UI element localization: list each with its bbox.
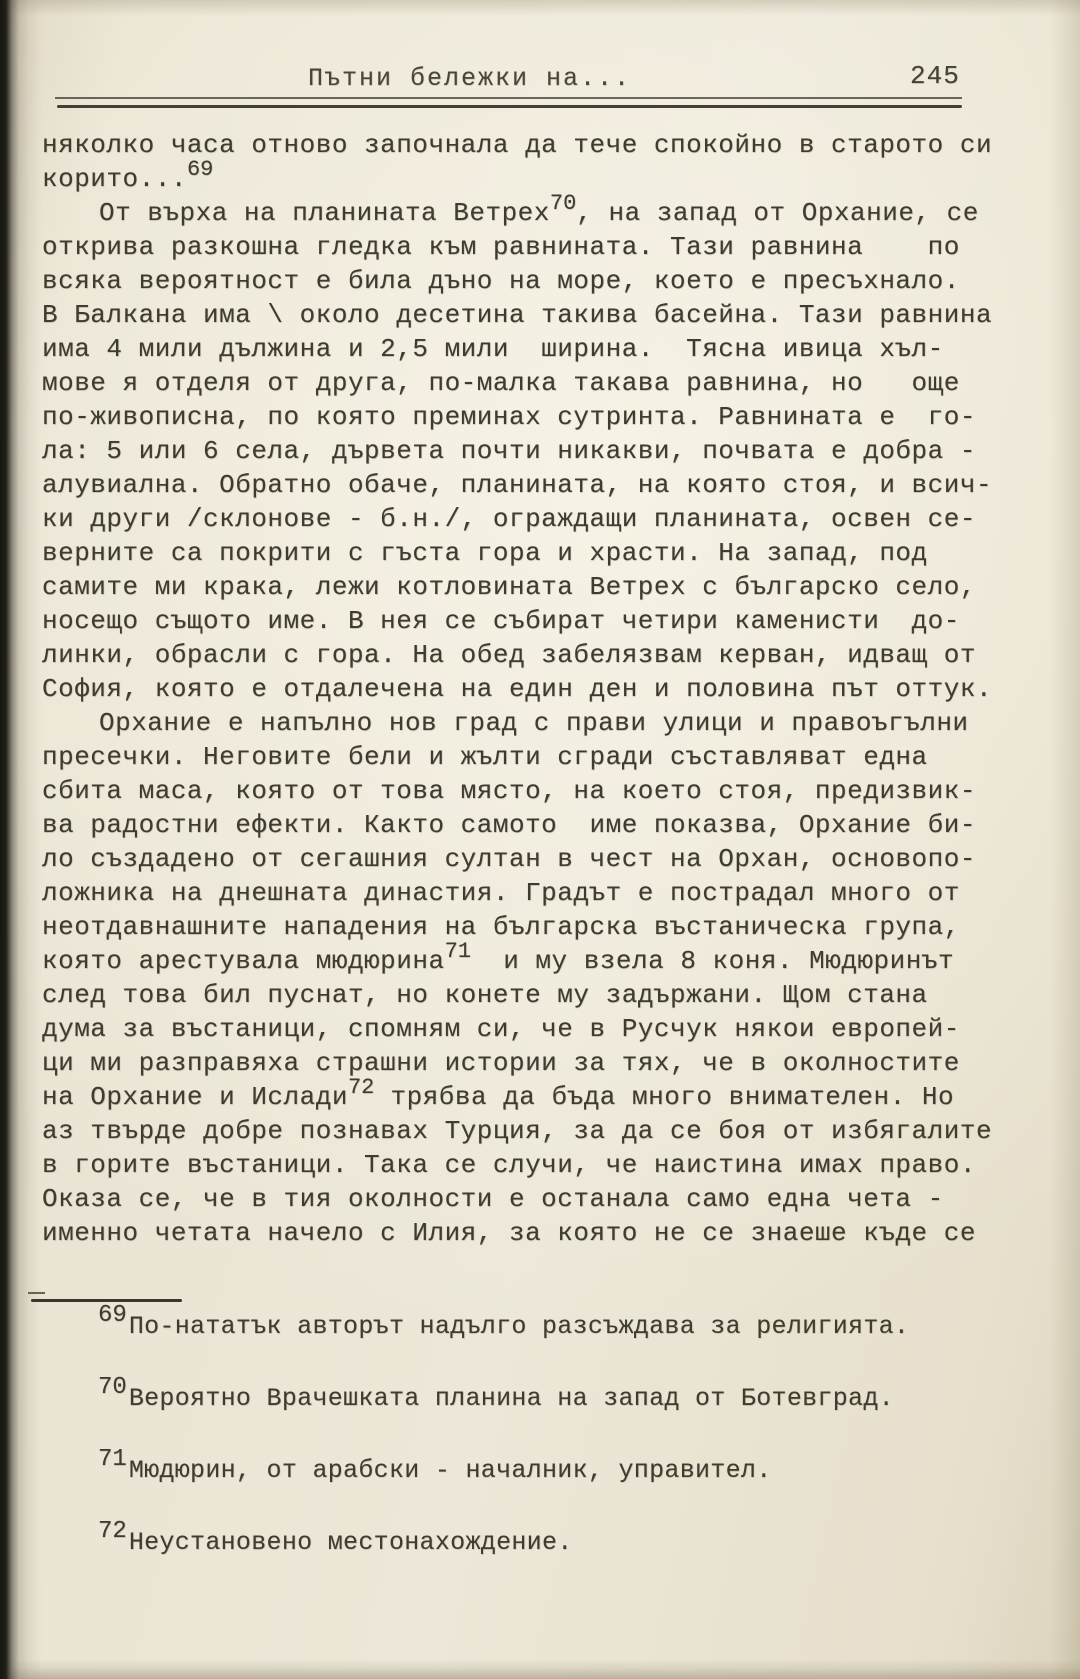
text-segment: трябва да бъда много внимателен. Но	[374, 1082, 955, 1112]
footnote-71	[98, 1446, 998, 1486]
text-line: открива разкошна гледка към равнината. Тази равнина по	[42, 232, 960, 262]
text-line: линки, обрасли с гора. На обед забелязвам керван, идващ от	[42, 640, 976, 670]
text-line: аз твърде добре познавах Турция, за да се боя от избягалите	[42, 1116, 993, 1146]
header-rule-thick	[57, 105, 962, 108]
text-line	[42, 157, 1042, 196]
text-line	[42, 939, 1042, 978]
text-line: сбита маса, която от това място, на което стоя, предизвик-	[42, 776, 976, 806]
footnote-text: По-нататък авторът надълго разсъждава за религията.	[128, 1312, 910, 1341]
text-line: дума за въстаници, спомням си, че в Русчук някои европей-	[42, 1014, 960, 1044]
text-line: ки други /склонове - б.н./, ограждащи планината, освен се-	[42, 504, 976, 534]
text-line: в горите въстаници. Така се случи, че наистина имах право.	[42, 1150, 976, 1180]
footnote-ref-70: 70	[549, 191, 577, 216]
footnote-72	[98, 1518, 998, 1558]
text-line: пресечки. Неговите бели и жълти сгради съставляват една	[42, 742, 928, 772]
page-right-shadow	[1050, 0, 1080, 1679]
text-line: самите ми крака, лежи котловината Ветрех с българско село,	[42, 572, 976, 602]
text-line: В Балкана има \ около десетина такива басейна. Тази равнина	[42, 300, 993, 330]
book-binding-shadow	[0, 0, 42, 1679]
footnote-separator-dash	[28, 1292, 45, 1294]
header-rule-thin	[55, 97, 962, 99]
footnote-69	[98, 1302, 998, 1342]
page-top-shadow	[0, 0, 1080, 16]
text-line: мове я отделя от друга, по-малка такава равнина, но още	[42, 368, 960, 398]
text-line: Оказа се, че в тия околности е останала само една чета -	[42, 1184, 944, 1214]
text-line: ла: 5 или 6 села, дървета почти никакви, почвата е добра -	[42, 436, 976, 466]
text-line: всяка вероятност е била дъно на море, което е пресъхнало.	[42, 266, 960, 296]
text-line: алувиална. Обратно обаче, планината, на която стоя, и всич-	[42, 470, 993, 500]
text-segment: която арестувала мюдюрина	[42, 946, 445, 976]
text-segment: , на запад от Орхание, се	[576, 198, 979, 228]
footnote-number: 71	[98, 1446, 127, 1473]
text-line: има 4 мили дължина и 2,5 мили ширина. Тясна ивица хъл-	[42, 334, 944, 364]
footnote-number: 69	[98, 1302, 127, 1329]
text-segment: От върха на планината Ветрех	[99, 198, 550, 228]
footnote-ref-69: 69	[186, 157, 214, 182]
footnote-text: Мюдюрин, от арабски - началник, управител.	[128, 1456, 772, 1485]
paragraph-1	[42, 128, 1042, 196]
footnote-70	[98, 1374, 998, 1414]
text-line: ци ми разправяха страшни истории за тях, че в околностите	[42, 1048, 960, 1078]
text-line: неотдавнашните нападения на българска въстаническа група,	[42, 912, 960, 942]
text-line: Орхание е напълно нов град с прави улици и правоъгълни	[99, 708, 969, 738]
paragraph-3	[42, 706, 1042, 1250]
footnote-ref-72: 72	[347, 1075, 375, 1100]
page-number: 245	[910, 61, 960, 91]
text-line: по-живописна, по която преминах сутринта. Равнината е го-	[42, 402, 976, 432]
text-line: именно четата начело с Илия, за която не се знаеше къде се	[42, 1218, 976, 1248]
text-segment: на Орхание и Ислади	[42, 1082, 348, 1112]
footnote-text: Вероятно Врачешката планина на запад от Ботевград.	[128, 1384, 894, 1413]
footnote-number: 72	[98, 1518, 127, 1545]
paragraph-2	[42, 191, 1042, 706]
text-line: носещо същото име. В нея се събират четири каменисти до-	[42, 606, 960, 636]
text-segment: и му взела 8 коня. Мюдюринът	[470, 946, 955, 976]
text-line: след това бил пуснат, но конете му задържани. Щом стана	[42, 980, 928, 1010]
text-line: ложника на днешната династия. Градът е пострадал много от	[42, 878, 960, 908]
text-line: ло създадено от сегашния султан в чест на Орхан, основопо-	[42, 844, 976, 874]
footnote-text: Неустановено местонахождение.	[128, 1528, 573, 1557]
text-line: няколко часа отново започнала да тече спокойно в старото си	[42, 130, 993, 160]
text-line: верните са покрити с гъста гора и храсти. На запад, под	[42, 538, 928, 568]
text-line: София, която е отдалечена на един ден и половина път оттук.	[42, 674, 993, 704]
text-line	[42, 1075, 1042, 1114]
text-segment: корито...	[42, 164, 187, 194]
running-header-title: Пътни бележки на...	[308, 64, 632, 93]
text-line	[42, 191, 1042, 230]
footnote-number: 70	[98, 1374, 127, 1401]
page-bottom-shadow	[0, 1659, 1080, 1679]
page-body	[42, 128, 1042, 1250]
text-line: ва радостни ефекти. Както самото име показва, Орхание би-	[42, 810, 976, 840]
footnote-ref-71: 71	[444, 939, 471, 964]
footnotes-section	[98, 1302, 998, 1600]
